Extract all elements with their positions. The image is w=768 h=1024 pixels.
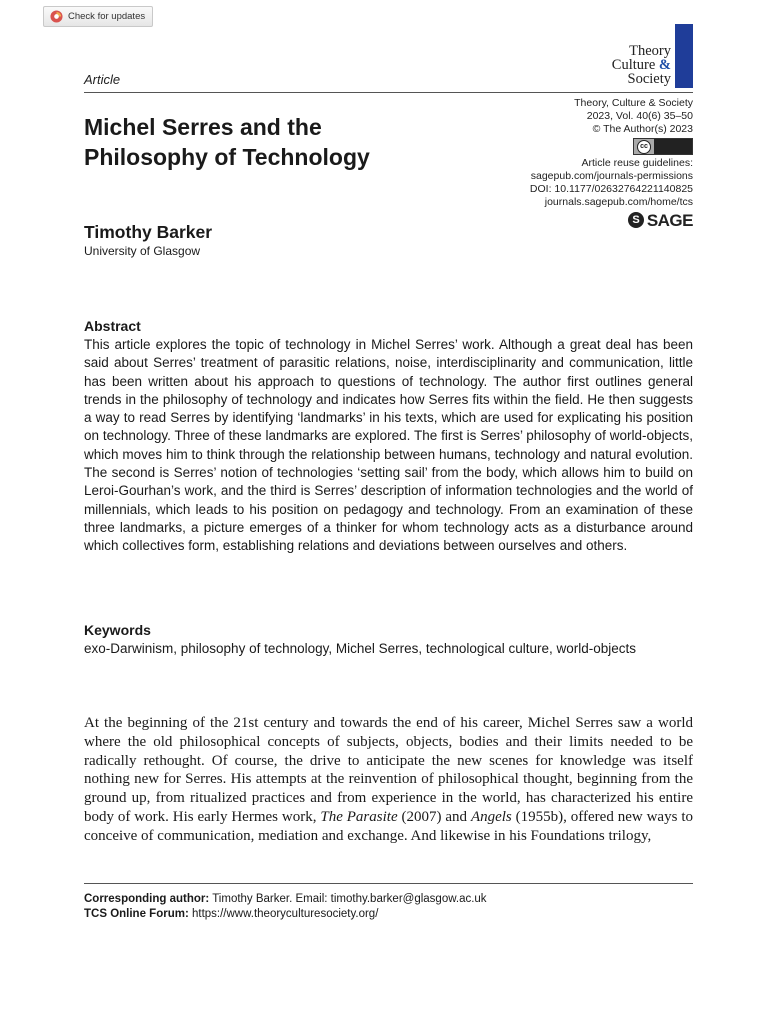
sage-logo-text: SAGE — [646, 210, 693, 230]
abstract-text: This article explores the topic of technology in Michel Serres’ work. Although a great deal has been said about Serres’ treatment of parasitic relations, noise, interdisciplinarity and communication, little has been written about his approach to questions of technology. The author first outlines general trends in the philosophy of technology and indicates how Serres fits within the field. He then suggests a way to read Serres by identifying ‘landmarks’ in his texts, which are used for explicating his position on technology. Three of these landmarks are explored. The first is Serres’ philosophy of world-objects, which moves him to think through the relationship between humans, technology and natural evolution. The second is Serres’ notion of technologies ‘setting sail’ from the body, which allows him to build on Leroi-Gourhan’s work, and the third is Serres’ description of information technologies and the world of millennials, which leads to his position on pedagogy and technology. From an examination of these three landmarks, a picture emerges of a thinker for whom technology acts as a disturbance around which collectives form, establishing relations and deviations between ourselves and others. — [84, 337, 693, 554]
corresponding-author-label: Corresponding author: — [84, 893, 210, 905]
online-forum-label: TCS Online Forum: — [84, 908, 189, 920]
article-meta — [530, 97, 693, 228]
author-affiliation: University of Glasgow — [84, 244, 201, 258]
logo-ampersand: & — [658, 57, 671, 73]
doi-link[interactable]: DOI: 10.1177/02632764221140825 — [529, 183, 693, 195]
cc-icon: cc — [637, 140, 651, 154]
article-title: Michel Serres and the Philosophy of Technology — [84, 114, 370, 170]
reuse-link[interactable]: sagepub.com/journals-permissions — [530, 170, 693, 182]
reuse-label: Article reuse guidelines: — [581, 157, 693, 169]
sage-logo — [628, 212, 693, 228]
corresponding-author-text[interactable]: Timothy Barker. Email: timothy.barker@glasgow.ac.uk — [209, 893, 487, 905]
journal-name: Theory, Culture & Society — [574, 97, 693, 109]
body-text-part1: At the beginning of the 21st century and towards the end of his career, Michel Serres saw a world where the old philosophical concepts of subjects, objects, bodies and their limits needed to be radically rethought. Of course, the drive to anticipate the new scenes for knowledge was itself nothing new for Serres. His attempts at the reinvention of philosophical thought, beginning from the ground up, from ritualized practices and from experience in the world, has characterized his entire body of work. His early Hermes work, — [84, 715, 693, 825]
cc-license-badge[interactable] — [633, 138, 693, 155]
check-updates-label: Check for updates — [68, 11, 146, 22]
corresponding-author — [84, 892, 487, 907]
header-rule — [84, 92, 693, 93]
check-updates-icon — [50, 10, 63, 23]
by-icon — [654, 139, 692, 154]
volume-info: 2023, Vol. 40(6) 35–50 — [586, 110, 693, 122]
abstract-heading: Abstract — [84, 318, 141, 334]
logo-line-theory: Theory — [629, 43, 671, 59]
author-name: Timothy Barker — [84, 222, 213, 242]
logo-line-culture: Culture — [611, 57, 656, 73]
body-text-part3: (1955b), offered new ways to conceive of communication, mediation and exchange. And likewise in his Foundations trilogy, — [84, 808, 693, 844]
copyright: © The Author(s) 2023 — [592, 123, 693, 135]
footnote-rule — [84, 883, 693, 884]
body-text-part2: (2007) and — [397, 808, 471, 825]
online-forum — [84, 907, 487, 922]
keywords-text: exo-Darwinism, philosophy of technology, Michel Serres, technological culture, world-objects — [84, 641, 637, 656]
online-forum-link[interactable]: https://www.theoryculturesociety.org/ — [188, 908, 379, 920]
check-for-updates-button[interactable] — [43, 6, 153, 27]
footnote — [84, 892, 487, 922]
journal-logo — [612, 44, 693, 86]
body-italic-parasite: The Parasite — [320, 808, 398, 825]
article-type: Article — [84, 72, 121, 87]
logo-line-society: Society — [627, 71, 671, 87]
body-paragraph — [84, 714, 693, 846]
sage-mark-icon: S — [628, 212, 644, 228]
keywords-heading: Keywords — [84, 622, 151, 638]
body-italic-angels: Angels — [470, 808, 512, 825]
journal-url-link[interactable]: journals.sagepub.com/home/tcs — [544, 196, 693, 208]
